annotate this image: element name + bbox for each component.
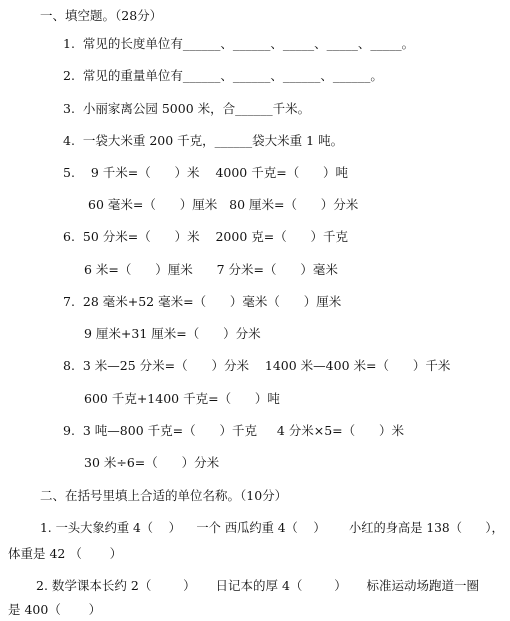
question-3: 3. 小丽家离公园 5000 米，合______千米。 (63, 101, 311, 116)
units-question-1-line-1: 1. 一头大象约重 4（ ） 一个 西瓜约重 4（ ） 小红的身高是 138（ ）， (40, 521, 504, 535)
question-5-line-2: 60 毫米=（ ）厘米 80 厘米=（ ）分米 (88, 197, 359, 212)
question-8-line-1: 8. 3 米—25 分米=（ ）分米 1400 米—400 米=（ ）千米 (63, 358, 451, 373)
question-6-line-1: 6. 50 分米=（ ）米 2000 克=（ ）千克 (63, 229, 349, 244)
question-7-line-2: 9 厘米+31 厘米=（ ）分米 (84, 326, 261, 341)
question-2: 2. 常见的重量单位有______、______、______、______。 (63, 68, 383, 83)
question-7-line-1: 7. 28 毫米+52 毫米=（ ）毫米（ ）厘米 (63, 294, 342, 309)
units-question-2-line-1: 2. 数学课本长约 2（ ） 日记本的厚 4（ ） 标准运动场跑道一圈 (36, 578, 480, 593)
question-8-line-2: 600 千克+1400 千克=（ ）吨 (84, 391, 280, 406)
units-question-1-line-2: 体重是 42 （ ） (8, 546, 123, 561)
question-4: 4. 一袋大米重 200 千克，______袋大米重 1 吨。 (63, 133, 344, 148)
section-title-fill-blanks: 一、填空题。（28分） (40, 8, 163, 23)
question-1: 1. 常见的长度单位有______、______、_____、_____、_____。 (63, 36, 415, 51)
question-5-line-1: 5. 9 千米=（ ）米 4000 千克=（ ）吨 (63, 165, 349, 180)
units-question-2-line-2: 是 400（ ） (8, 602, 102, 617)
question-6-line-2: 6 米=（ ）厘米 7 分米=（ ）毫米 (84, 262, 338, 277)
section-title-units: 二、在括号里填上合适的单位名称。（10分） (40, 488, 288, 503)
question-9-line-2: 30 米÷6=（ ）分米 (84, 455, 220, 470)
question-9-line-1: 9. 3 吨—800 千克=（ ）千克 4 分米×5=（ ）米 (63, 423, 404, 438)
